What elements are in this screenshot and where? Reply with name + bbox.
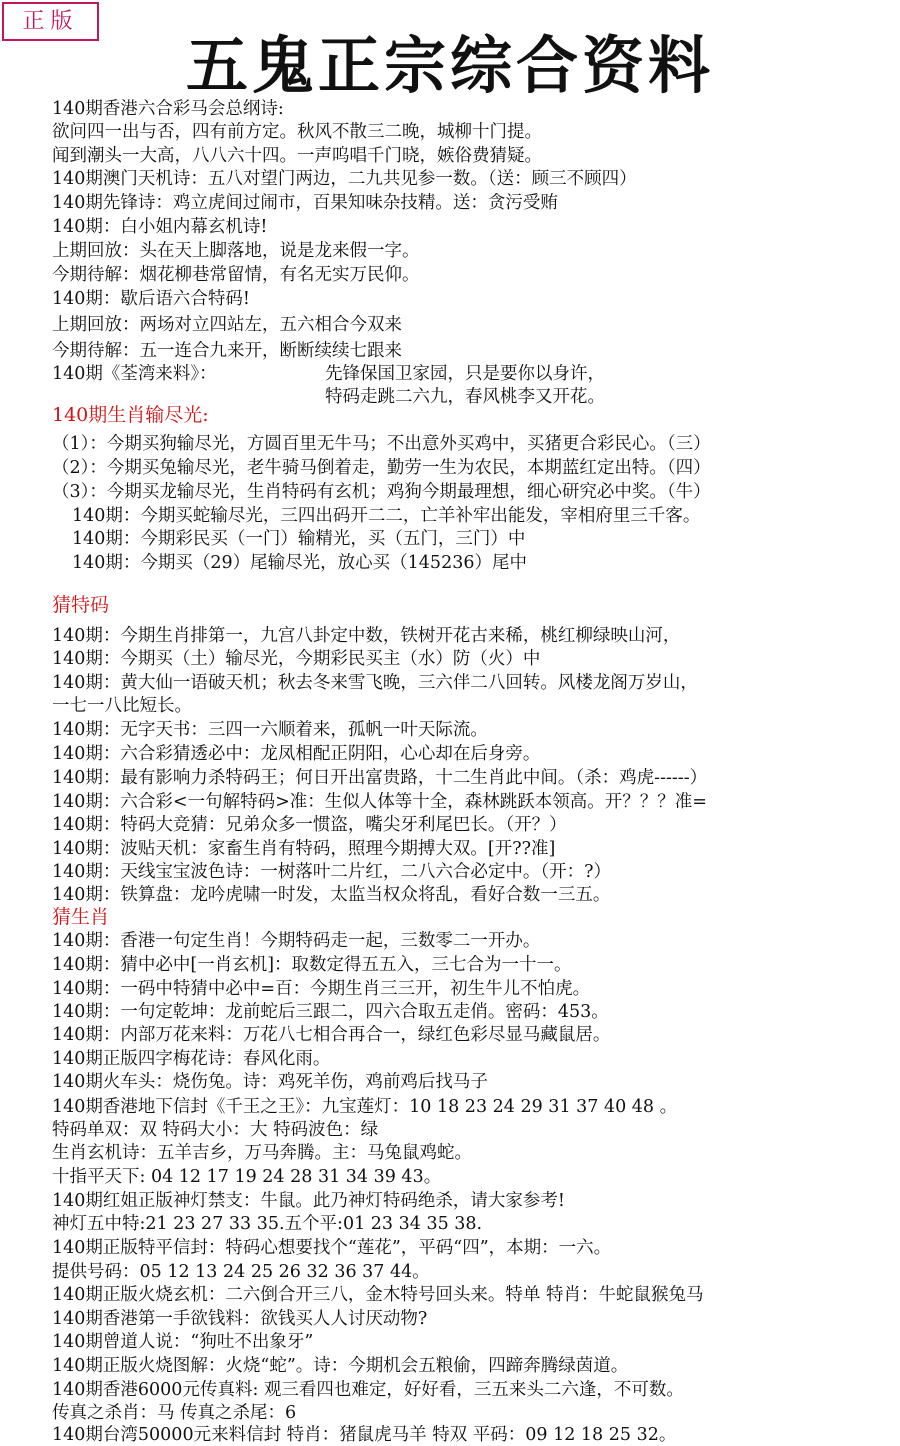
text-line: 140期：铁算盘：龙吟虎啸一时发，太监当权众将乱，看好合数一三五。 — [52, 885, 611, 905]
text-line: 140期：六合彩猜透必中：龙凤相配正阴阳，心心却在后身旁。 — [52, 744, 541, 764]
text-line: 140期：今期买（土）输尽光，今期彩民买主（水）防（火）中 — [52, 649, 541, 669]
text-line: 140期澳门天机诗：五八对望门两边，二九共见参一数。（送：顾三不顾四） — [52, 169, 637, 189]
text-line: 140期：内部万花来料：万花八七相合再合一，绿红色彩尽显马藏鼠居。 — [52, 1025, 611, 1045]
text-line: 特码走跳二六九，春风桃李又开花。 — [325, 387, 605, 407]
text-line: 140期：最有影响力杀特码王；何日开出富贵路，十二生肖此中间。（杀：鸡虎------） — [52, 768, 708, 788]
text-line: 140期：一码中特猜中必中=百：今期生肖三三开，初生牛儿不怕虎。 — [52, 979, 591, 999]
text-line: （1）：今期买狗输尽光，方圆百里无牛马；不出意外买鸡中，买猪更合彩民心。（三） — [52, 434, 711, 454]
text-line: 今期待解：五一连合九来开，断断续续七跟来 — [52, 341, 402, 361]
text-line: 140期正版特平信封：特码心想要找个“莲花”，平码“四”，本期：一六。 — [52, 1238, 612, 1258]
text-line: 上期回放：两场对立四站左，五六相合今双来 — [52, 315, 402, 335]
text-line: 140期正版四字梅花诗：春风化雨。 — [52, 1049, 331, 1069]
text-line: 140期：香港一句定生肖！今期特码走一起，三数零二一开办。 — [52, 931, 541, 951]
text-line: 140期香港地下信封《千王之王》：九宝莲灯：10 18 23 24 29 31 37 40 48 。 — [52, 1097, 678, 1117]
section-heading: 猜特码 — [52, 594, 110, 616]
text-line: 140期曾道人说：“狗吐不出象牙” — [52, 1332, 314, 1352]
text-line: 140期：六合彩<一句解特码>准：生似人体等十全，森林跳跃本领高。开？？？准= — [52, 792, 707, 812]
text-line: 140期：今期买（29）尾输尽光，放心买（145236）尾中 — [72, 553, 527, 573]
section-heading: 140期生肖输尽光: — [52, 404, 209, 426]
text-line: 140期正版火烧玄机：二六倒合开三八，金木特号回头来。特单 特肖：牛蛇鼠猴兔马 — [52, 1285, 704, 1305]
text-line: 140期《荃湾来料》： — [52, 364, 217, 384]
text-line: 神灯五中特:21 23 27 33 35.五个平:01 23 34 35 38. — [52, 1214, 483, 1234]
text-line: 140期：今期买蛇输尽光，三四出码开二二，亡羊补牢出能发，宰相府里三千客。 — [72, 506, 701, 526]
text-line: 先锋保国卫家园，只是要你以身许， — [325, 364, 605, 384]
text-line: 140期：一句定乾坤：龙前蛇后三跟二，四六合取五走俏。密码：453。 — [52, 1002, 609, 1022]
text-line: 140期正版火烧图解：火烧“蛇”。诗：今期机会五粮偷，四蹄奔腾绿茵道。 — [52, 1356, 629, 1376]
text-line: 上期回放：头在天上脚落地，说是龙来假一字。 — [52, 241, 420, 261]
text-line: 140期红姐正版神灯禁支：牛鼠。此乃神灯特码绝杀，请大家参考! — [52, 1191, 565, 1211]
text-line: （3）：今期买龙输尽光，生肖特码有玄机；鸡狗今期最理想，细心研究必中奖。（牛） — [52, 482, 711, 502]
text-line: 140期：今期生肖排第一，九宫八卦定中数，铁树开花古来稀，桃红柳绿映山河， — [52, 626, 681, 646]
text-line: 140期：白小姐内幕玄机诗! — [52, 217, 268, 237]
text-line: 特码单双：双 特码大小：大 特码波色：绿 — [52, 1120, 379, 1140]
text-line: 140期香港6000元传真料: 观三看四也难定，好好看，三五来头二六逢，不可数。 — [52, 1380, 684, 1400]
text-line: 140期先锋诗：鸡立虎间过闹市，百果知味杂技精。送：贪污受贿 — [52, 193, 558, 213]
section-heading: 猜生肖 — [52, 906, 110, 928]
text-line: （2）：今期买兔输尽光，老牛骑马倒着走，勤劳一生为农民，本期蓝红定出特。（四） — [52, 458, 711, 478]
text-line: 提供号码：05 12 13 24 25 26 32 36 37 44。 — [52, 1262, 430, 1282]
text-line: 140期台湾50000元来料信封 特肖：猪鼠虎马羊 特双 平码：09 12 18 25 32。 — [52, 1425, 677, 1445]
text-line: 140期：猜中必中[一肖玄机]：取数定得五五入，三七合为一十一。 — [52, 955, 572, 975]
genuine-badge: 正版 — [2, 2, 99, 41]
text-line: 140期：天线宝宝波色诗：一树落叶二片红，二八六合必定中。（开：?） — [52, 862, 612, 882]
page-title: 五鬼正宗综合资料 — [185, 29, 714, 102]
text-line: 140期：歇后语六合特码! — [52, 289, 250, 309]
text-line: 140期：无字天书：三四一六顺着来，孤帆一叶天际流。 — [52, 720, 488, 740]
text-line: 140期香港第一手欲钱料：欲钱买人人讨厌动物? — [52, 1309, 428, 1329]
text-line: 闻到潮头一大高，八八六十四。一声呜唱千门晓，嫉俗费猜疑。 — [52, 146, 542, 166]
text-line: 140期：波贴天机：家畜生肖有特码，照理今期搏大双。[开??准] — [52, 839, 556, 859]
text-line: 140期：今期彩民买（一门）输精光，买（五门，三门）中 — [72, 529, 526, 549]
text-line: 欲问四一出与否，四有前方定。秋风不散三二晚，城柳十门提。 — [52, 122, 542, 142]
text-line: 今期待解：烟花柳巷常留情，有名无实万民仰。 — [52, 265, 420, 285]
text-line: 一七一八比短长。 — [52, 696, 192, 716]
text-line: 140期火车头：烧伤兔。诗：鸡死羊伤，鸡前鸡后找马子 — [52, 1072, 488, 1092]
text-line: 140期香港六合彩马会总纲诗: — [52, 99, 284, 119]
text-line: 140期：特码大竞猜：兄弟众多一惯盗，嘴尖牙利尾巴长。（开？） — [52, 815, 567, 835]
text-line: 传真之杀肖：马 传真之杀尾：6 — [52, 1403, 297, 1423]
text-line: 140期：黄大仙一语破天机；秋去冬来雪飞晚，三六伴二八回转。风楼龙阁万岁山， — [52, 673, 698, 693]
text-line: 十指平天下: 04 12 17 19 24 28 31 34 39 43。 — [52, 1167, 442, 1187]
text-line: 生肖玄机诗：五羊吉乡，万马奔腾。主：马兔鼠鸡蛇。 — [52, 1143, 472, 1163]
